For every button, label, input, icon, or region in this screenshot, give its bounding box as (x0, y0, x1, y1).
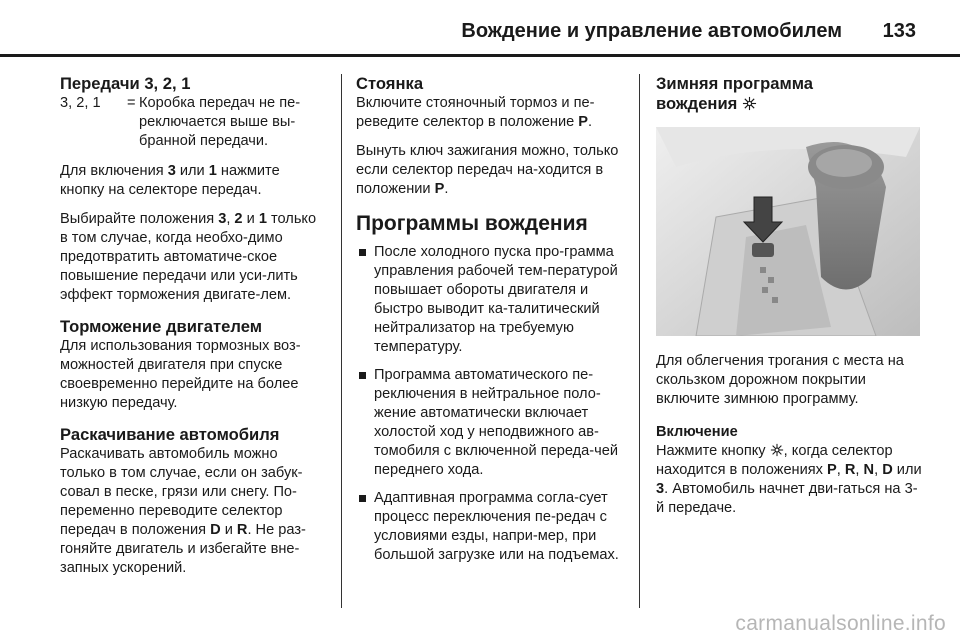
column-divider (639, 74, 640, 608)
header-rule (0, 54, 960, 57)
column-right (656, 74, 922, 528)
rocking-text: Раскачивать автомобиль можно только в том случае, если он забук-совал в песке, грязи или снегу. По-переменно переводите селектор передач в положения D и R. Не раз-гоняйте двигатель и избегайте вне-запных ускорений. (60, 446, 306, 576)
winter-program-heading: Зимняя программа вождения (656, 74, 814, 113)
parking-heading: Стоянка (356, 74, 424, 93)
paragraph: Вынуть ключ зажигания можно, только если селектор передач на-ходится в положении P. (356, 143, 619, 197)
chapter-title: Вождение и управление автомобилем (461, 20, 842, 42)
gears-heading: Передачи 3, 2, 1 (60, 74, 191, 93)
list-item: Программа автоматического пе-реключения в нейтральное поло-жение автоматически включает холостой ход у неподвижного ав-томобиля с включенной переда-чей переднего хода. (356, 366, 622, 480)
column-middle (356, 74, 622, 574)
switch-on-heading: Включение (656, 424, 738, 440)
switch-on-text: Нажмите кнопку , когда селектор находится в положениях P, R, N, D или 3. Автомобиль начнет дви-гаться на 3-й передаче. (656, 443, 922, 516)
watermark: carmanualsonline.info (735, 612, 946, 635)
paragraph: Включите стояночный тормоз и пе-реведите селектор в положение P. (356, 95, 595, 130)
page-number: 133 (882, 20, 916, 42)
gear-definition (60, 94, 326, 151)
list-item: После холодного пуска про-грамма управления рабочей тем-пературой повышает обороты двигателя и быстро выводит ка-талитический нейтрализатор на требуемую температуру. (356, 243, 622, 357)
programs-list (356, 243, 622, 565)
gear-description: Коробка передач не пе-реключается выше вы-бранной передачи. (139, 95, 301, 149)
rocking-heading: Раскачивание автомобиля (60, 425, 280, 444)
driving-programs-heading: Программы вождения (356, 212, 588, 235)
snowflake-icon (742, 96, 757, 113)
gear-equals: = (127, 95, 136, 111)
snowflake-icon (770, 443, 784, 459)
paragraph: Для включения 3 или 1 нажмите кнопку на селекторе передач. (60, 163, 280, 198)
page-header (0, 12, 960, 52)
gear-term: 3, 2, 1 (60, 95, 101, 111)
column-divider (341, 74, 342, 608)
list-item: Адаптивная программа согла-сует процесс переключения пе-редач с условиями езды, напри-мер, при большой загрузке или на подъемах. (356, 489, 622, 565)
figure-caption: Для облегчения трогания с места на скользком дорожном покрытии включите зимнюю программу. (656, 353, 904, 407)
column-left (60, 74, 326, 588)
engine-braking-heading: Торможение двигателем (60, 317, 262, 336)
gear-selector-illustration (656, 127, 920, 336)
engine-braking-text: Для использования тормозных воз-можностей двигателя при спуске своевременно перейдите на более низкую передачу. (60, 338, 301, 411)
paragraph: Выбирайте положения 3, 2 и 1 только в том случае, когда необхо-димо предотвратить автоматиче-ское повышение передачи или уси-лить эффект торможения двигате-лем. (60, 211, 317, 303)
